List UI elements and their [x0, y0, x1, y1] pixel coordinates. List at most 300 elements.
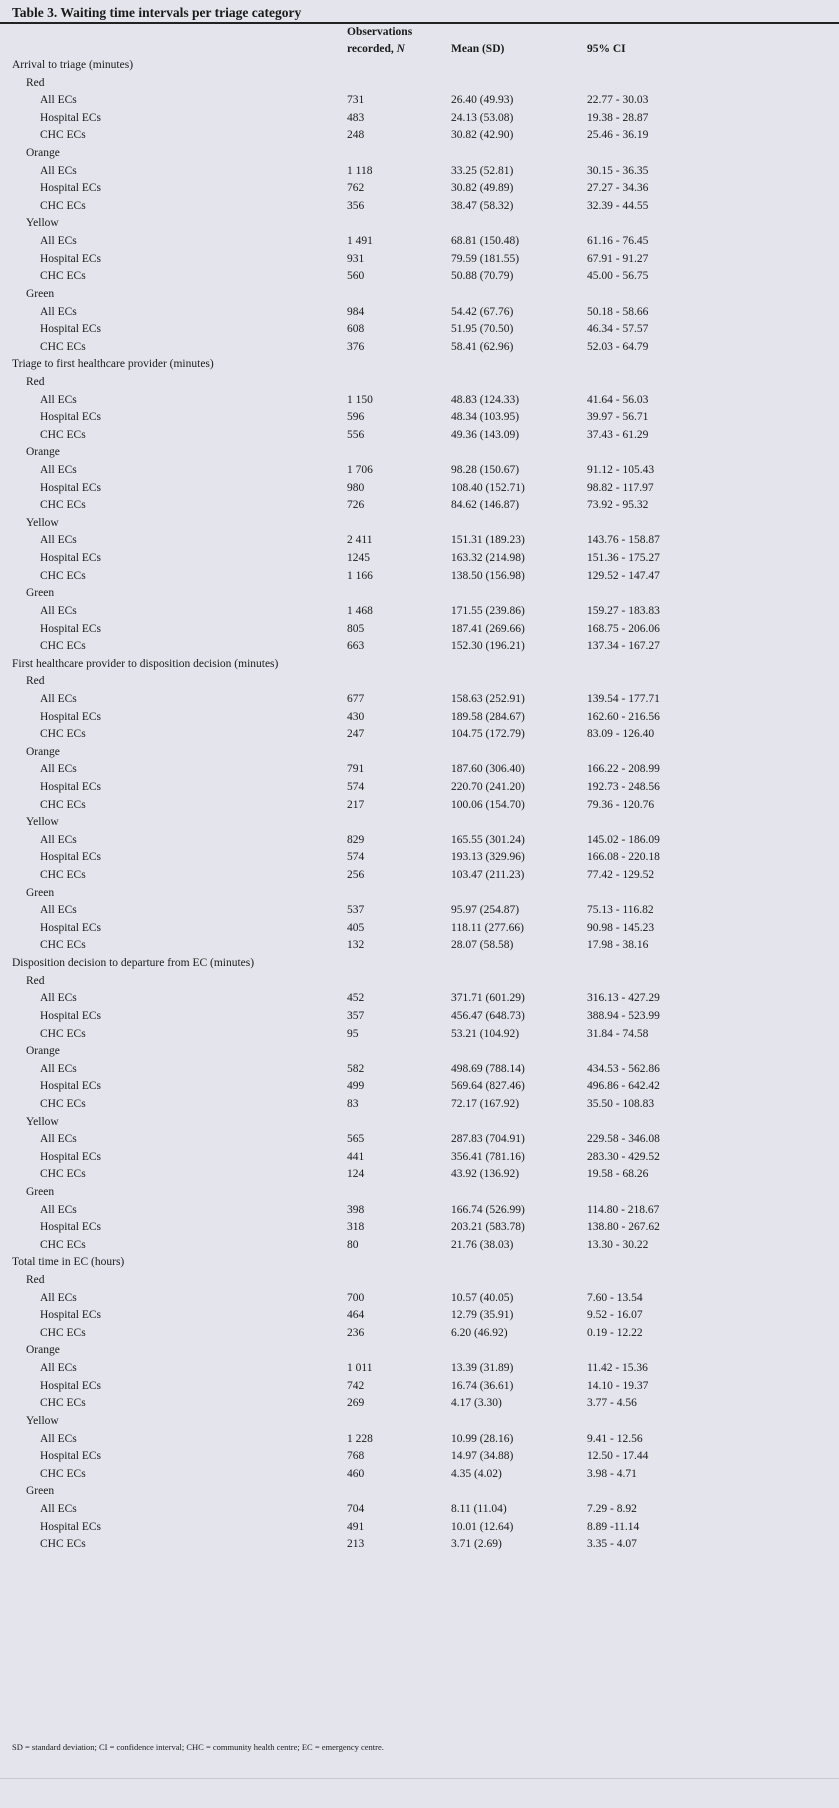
table-row	[0, 1008, 839, 1026]
mean-sd-cell: 4.35 (4.02)	[451, 1467, 502, 1480]
row-label: CHC ECs	[40, 1397, 86, 1410]
row-label: All ECs	[40, 1362, 77, 1375]
table-row	[0, 409, 839, 427]
mean-sd-cell: 6.20 (46.92)	[451, 1326, 508, 1339]
row-label: All ECs	[40, 1291, 77, 1304]
row-label: Hospital ECs	[40, 182, 102, 195]
row-label: Hospital ECs	[40, 252, 102, 265]
triage-category-row	[0, 75, 839, 93]
triage-category-label: Orange	[26, 147, 60, 160]
bottom-rule	[0, 1778, 839, 1779]
triage-category-row	[0, 1413, 839, 1431]
header-mean: Mean (SD)	[451, 43, 505, 55]
triage-category-row	[0, 973, 839, 991]
row-label: All ECs	[40, 1062, 77, 1075]
ci-cell: 77.42 - 129.52	[587, 869, 655, 882]
row-label: Hospital ECs	[40, 921, 102, 934]
mean-sd-cell: 10.01 (12.64)	[451, 1520, 514, 1533]
row-label: CHC ECs	[40, 1538, 86, 1551]
mean-sd-cell: 72.17 (167.92)	[451, 1097, 520, 1110]
ci-cell: 37.43 - 61.29	[587, 428, 649, 441]
observations-cell: 124	[347, 1168, 365, 1181]
row-label: CHC ECs	[40, 728, 86, 741]
table-row	[0, 480, 839, 498]
mean-sd-cell: 203.21 (583.78)	[451, 1221, 525, 1234]
triage-category-label: Red	[26, 375, 45, 388]
ci-cell: 61.16 - 76.45	[587, 235, 649, 248]
triage-category-label: Red	[26, 974, 45, 987]
mean-sd-cell: 95.97 (254.87)	[451, 904, 520, 917]
observations-cell: 980	[347, 481, 365, 494]
ci-cell: 7.29 - 8.92	[587, 1502, 637, 1515]
mean-sd-cell: 51.95 (70.50)	[451, 323, 514, 336]
row-label: Hospital ECs	[40, 111, 102, 124]
mean-sd-cell: 38.47 (58.32)	[451, 199, 514, 212]
row-label: CHC ECs	[40, 640, 86, 653]
table-row	[0, 990, 839, 1008]
observations-cell: 596	[347, 411, 365, 424]
ci-cell: 73.92 - 95.32	[587, 499, 649, 512]
row-label: CHC ECs	[40, 569, 86, 582]
triage-category-row	[0, 1184, 839, 1202]
table-title: Table 3. Waiting time intervals per triage category	[12, 5, 302, 20]
observations-cell: 452	[347, 992, 365, 1005]
row-label: CHC ECs	[40, 1467, 86, 1480]
ci-cell: 9.41 - 12.56	[587, 1432, 643, 1445]
observations-cell: 1 118	[347, 164, 373, 177]
triage-category-label: Green	[26, 587, 55, 600]
observations-cell: 217	[347, 798, 365, 811]
row-label: Hospital ECs	[40, 1450, 102, 1463]
triage-category-row	[0, 444, 839, 462]
observations-cell: 1 011	[347, 1362, 373, 1375]
mean-sd-cell: 13.39 (31.89)	[451, 1362, 514, 1375]
triage-category-row	[0, 286, 839, 304]
table-row	[0, 180, 839, 198]
table-row	[0, 339, 839, 357]
mean-sd-cell: 163.32 (214.98)	[451, 552, 525, 565]
triage-category-row	[0, 1272, 839, 1290]
ci-cell: 159.27 - 183.83	[587, 604, 660, 617]
ci-cell: 90.98 - 145.23	[587, 921, 655, 934]
row-label: Hospital ECs	[40, 1009, 102, 1022]
table-row	[0, 1431, 839, 1449]
observations-cell: 574	[347, 851, 365, 864]
mean-sd-cell: 3.71 (2.69)	[451, 1538, 502, 1551]
row-label: CHC ECs	[40, 1238, 86, 1251]
table-row	[0, 691, 839, 709]
ci-cell: 166.08 - 220.18	[587, 851, 660, 864]
row-label: CHC ECs	[40, 1027, 86, 1040]
observations-cell: 574	[347, 780, 365, 793]
triage-category-row	[0, 145, 839, 163]
table-body	[0, 57, 839, 1554]
triage-category-label: Orange	[26, 446, 60, 459]
row-label: Hospital ECs	[40, 1520, 102, 1533]
observations-cell: 376	[347, 340, 365, 353]
ci-cell: 98.82 - 117.97	[587, 481, 654, 494]
mean-sd-cell: 53.21 (104.92)	[451, 1027, 520, 1040]
triage-category-row	[0, 1114, 839, 1132]
section-label: Total time in EC (hours)	[12, 1256, 125, 1269]
mean-sd-cell: 138.50 (156.98)	[451, 569, 525, 582]
row-label: CHC ECs	[40, 1326, 86, 1339]
ci-cell: 137.34 - 167.27	[587, 640, 660, 653]
observations-cell: 460	[347, 1467, 365, 1480]
ci-cell: 91.12 - 105.43	[587, 464, 655, 477]
mean-sd-cell: 50.88 (70.79)	[451, 270, 514, 283]
table-row	[0, 832, 839, 850]
row-label: Hospital ECs	[40, 1309, 102, 1322]
mean-sd-cell: 10.99 (28.16)	[451, 1432, 514, 1445]
table-row	[0, 603, 839, 621]
mean-sd-cell: 24.13 (53.08)	[451, 111, 514, 124]
row-label: All ECs	[40, 94, 77, 107]
mean-sd-cell: 58.41 (62.96)	[451, 340, 514, 353]
table-row	[0, 92, 839, 110]
row-label: All ECs	[40, 164, 77, 177]
mean-sd-cell: 49.36 (143.09)	[451, 428, 520, 441]
mean-sd-cell: 43.92 (136.92)	[451, 1168, 520, 1181]
mean-sd-cell: 4.17 (3.30)	[451, 1397, 502, 1410]
table-row	[0, 709, 839, 727]
mean-sd-cell: 84.62 (146.87)	[451, 499, 520, 512]
observations-cell: 464	[347, 1309, 365, 1322]
table-row	[0, 1448, 839, 1466]
table-row	[0, 920, 839, 938]
mean-sd-cell: 26.40 (49.93)	[451, 94, 514, 107]
table-row	[0, 1237, 839, 1255]
mean-sd-cell: 569.64 (827.46)	[451, 1080, 525, 1093]
ci-cell: 39.97 - 56.71	[587, 411, 649, 424]
table-row	[0, 1166, 839, 1184]
observations-cell: 1 491	[347, 235, 373, 248]
mean-sd-cell: 21.76 (38.03)	[451, 1238, 514, 1251]
triage-category-row	[0, 1043, 839, 1061]
triage-category-row	[0, 215, 839, 233]
triage-category-row	[0, 1342, 839, 1360]
table-row	[0, 1378, 839, 1396]
row-label: CHC ECs	[40, 340, 86, 353]
observations-cell: 247	[347, 728, 365, 741]
footnote: SD = standard deviation; CI = confidence interval; CHC = community health centre; EC = emergency centre.	[12, 1742, 384, 1752]
ci-cell: 11.42 - 15.36	[587, 1362, 648, 1375]
table-row	[0, 761, 839, 779]
observations-cell: 1 468	[347, 604, 373, 617]
observations-cell: 95	[347, 1027, 359, 1040]
mean-sd-cell: 193.13 (329.96)	[451, 851, 525, 864]
row-label: All ECs	[40, 1203, 77, 1216]
observations-cell: 80	[347, 1238, 359, 1251]
mean-sd-cell: 10.57 (40.05)	[451, 1291, 514, 1304]
observations-cell: 2 411	[347, 534, 373, 547]
table-row	[0, 1395, 839, 1413]
observations-cell: 83	[347, 1097, 359, 1110]
table-row	[0, 1131, 839, 1149]
ci-cell: 168.75 - 206.06	[587, 622, 660, 635]
mean-sd-cell: 189.58 (284.67)	[451, 710, 525, 723]
row-label: Hospital ECs	[40, 1379, 102, 1392]
observations-cell: 931	[347, 252, 365, 265]
ci-cell: 31.84 - 74.58	[587, 1027, 649, 1040]
observations-cell: 132	[347, 939, 365, 952]
row-label: All ECs	[40, 534, 77, 547]
triage-category-label: Green	[26, 1485, 55, 1498]
triage-category-label: Yellow	[26, 1115, 59, 1128]
ci-cell: 19.58 - 68.26	[587, 1168, 649, 1181]
row-label: Hospital ECs	[40, 1080, 102, 1093]
observations-cell: 663	[347, 640, 365, 653]
table-row	[0, 726, 839, 744]
observations-cell: 608	[347, 323, 365, 336]
ci-cell: 13.30 - 30.22	[587, 1238, 649, 1251]
mean-sd-cell: 220.70 (241.20)	[451, 780, 525, 793]
ci-cell: 22.77 - 30.03	[587, 94, 649, 107]
ci-cell: 19.38 - 28.87	[587, 111, 649, 124]
section-row	[0, 1254, 839, 1272]
ci-cell: 12.50 - 17.44	[587, 1450, 649, 1463]
triage-category-label: Red	[26, 675, 45, 688]
row-label: All ECs	[40, 763, 77, 776]
row-label: All ECs	[40, 1502, 77, 1515]
observations-cell: 491	[347, 1520, 365, 1533]
mean-sd-cell: 187.60 (306.40)	[451, 763, 525, 776]
row-label: Hospital ECs	[40, 710, 102, 723]
table-row	[0, 1149, 839, 1167]
table-row	[0, 304, 839, 322]
observations-cell: 560	[347, 270, 365, 283]
table-row	[0, 638, 839, 656]
mean-sd-cell: 118.11 (277.66)	[451, 921, 524, 934]
header-ci: 95% CI	[587, 43, 626, 55]
ci-cell: 3.35 - 4.07	[587, 1538, 637, 1551]
observations-cell: 269	[347, 1397, 365, 1410]
table-row	[0, 321, 839, 339]
ci-cell: 388.94 - 523.99	[587, 1009, 660, 1022]
mean-sd-cell: 98.28 (150.67)	[451, 464, 520, 477]
table-row	[0, 797, 839, 815]
observations-cell: 762	[347, 182, 365, 195]
row-label: All ECs	[40, 692, 77, 705]
observations-cell: 1 166	[347, 569, 373, 582]
table-row	[0, 1061, 839, 1079]
row-label: CHC ECs	[40, 869, 86, 882]
ci-cell: 143.76 - 158.87	[587, 534, 660, 547]
mean-sd-cell: 498.69 (788.14)	[451, 1062, 525, 1075]
section-label: Arrival to triage (minutes)	[12, 59, 134, 71]
triage-category-row	[0, 374, 839, 392]
table-row	[0, 1219, 839, 1237]
observations-cell: 398	[347, 1203, 365, 1216]
ci-cell: 192.73 - 248.56	[587, 780, 660, 793]
section-label: First healthcare provider to disposition decision (minutes)	[12, 657, 279, 670]
mean-sd-cell: 371.71 (601.29)	[451, 992, 525, 1005]
row-label: Hospital ECs	[40, 411, 102, 424]
row-label: CHC ECs	[40, 129, 86, 142]
ci-cell: 229.58 - 346.08	[587, 1133, 660, 1146]
mean-sd-cell: 456.47 (648.73)	[451, 1009, 525, 1022]
ci-cell: 32.39 - 44.55	[587, 199, 649, 212]
observations-cell: 357	[347, 1009, 365, 1022]
observations-cell: 499	[347, 1080, 365, 1093]
table-row	[0, 1307, 839, 1325]
row-label: All ECs	[40, 604, 77, 617]
row-label: All ECs	[40, 992, 77, 1005]
table-row	[0, 779, 839, 797]
observations-cell: 1 228	[347, 1432, 373, 1445]
section-row	[0, 955, 839, 973]
table-row	[0, 1466, 839, 1484]
row-label: CHC ECs	[40, 1097, 86, 1110]
table-row	[0, 1325, 839, 1343]
row-label: CHC ECs	[40, 1168, 86, 1181]
mean-sd-cell: 104.75 (172.79)	[451, 728, 525, 741]
mean-sd-cell: 356.41 (781.16)	[451, 1150, 525, 1163]
ci-cell: 35.50 - 108.83	[587, 1097, 655, 1110]
row-label: CHC ECs	[40, 199, 86, 212]
section-label: Triage to first healthcare provider (minutes)	[12, 358, 214, 371]
triage-category-row	[0, 744, 839, 762]
ci-cell: 50.18 - 58.66	[587, 305, 649, 318]
observations-cell: 405	[347, 921, 365, 934]
row-label: Hospital ECs	[40, 481, 102, 494]
table-row	[0, 1360, 839, 1378]
table-row	[0, 233, 839, 251]
triage-category-label: Yellow	[26, 516, 59, 529]
observations-cell: 441	[347, 1150, 365, 1163]
observations-cell: 318	[347, 1221, 365, 1234]
row-label: CHC ECs	[40, 499, 86, 512]
mean-sd-cell: 14.97 (34.88)	[451, 1450, 514, 1463]
table-row	[0, 1026, 839, 1044]
ci-cell: 3.77 - 4.56	[587, 1397, 637, 1410]
table-row	[0, 1519, 839, 1537]
ci-cell: 67.91 - 91.27	[587, 252, 649, 265]
mean-sd-cell: 28.07 (58.58)	[451, 939, 514, 952]
ci-cell: 46.34 - 57.57	[587, 323, 649, 336]
table-row	[0, 568, 839, 586]
table-row	[0, 1501, 839, 1519]
observations-cell: 731	[347, 94, 365, 107]
table-row	[0, 198, 839, 216]
ci-cell: 45.00 - 56.75	[587, 270, 649, 283]
triage-category-row	[0, 814, 839, 832]
ci-cell: 145.02 - 186.09	[587, 833, 660, 846]
row-label: All ECs	[40, 393, 77, 406]
table-row	[0, 163, 839, 181]
table-row	[0, 251, 839, 269]
row-label: Hospital ECs	[40, 323, 102, 336]
triage-category-label: Orange	[26, 1344, 60, 1357]
ci-cell: 139.54 - 177.71	[587, 692, 660, 705]
mean-sd-cell: 103.47 (211.23)	[451, 869, 525, 882]
observations-cell: 537	[347, 904, 365, 917]
mean-sd-cell: 48.83 (124.33)	[451, 393, 520, 406]
observations-cell: 248	[347, 129, 365, 142]
table-row	[0, 550, 839, 568]
row-label: All ECs	[40, 904, 77, 917]
observations-cell: 805	[347, 622, 365, 635]
mean-sd-cell: 8.11 (11.04)	[451, 1502, 507, 1515]
ci-cell: 79.36 - 120.76	[587, 798, 655, 811]
observations-cell: 1245	[347, 552, 370, 565]
row-label: All ECs	[40, 305, 77, 318]
table-row	[0, 1536, 839, 1554]
row-label: Hospital ECs	[40, 622, 102, 635]
mean-sd-cell: 108.40 (152.71)	[451, 481, 525, 494]
row-label: All ECs	[40, 464, 77, 477]
mean-sd-cell: 166.74 (526.99)	[451, 1203, 525, 1216]
mean-sd-cell: 54.42 (67.76)	[451, 305, 514, 318]
header-n-line2	[347, 43, 405, 55]
mean-sd-cell: 16.74 (36.61)	[451, 1379, 514, 1392]
triage-category-label: Green	[26, 287, 55, 300]
table-row	[0, 937, 839, 955]
mean-sd-cell: 30.82 (42.90)	[451, 129, 514, 142]
mean-sd-cell: 187.41 (269.66)	[451, 622, 525, 635]
table-row	[0, 427, 839, 445]
table-row	[0, 462, 839, 480]
table-row	[0, 392, 839, 410]
ci-cell: 17.98 - 38.16	[587, 939, 649, 952]
ci-cell: 434.53 - 562.86	[587, 1062, 660, 1075]
mean-sd-cell: 48.34 (103.95)	[451, 411, 520, 424]
row-label: Hospital ECs	[40, 552, 102, 565]
table-row	[0, 902, 839, 920]
mean-sd-cell: 151.31 (189.23)	[451, 534, 525, 547]
observations-cell: 236	[347, 1326, 365, 1339]
mean-sd-cell: 68.81 (150.48)	[451, 235, 520, 248]
ci-cell: 30.15 - 36.35	[587, 164, 649, 177]
triage-category-label: Yellow	[26, 1414, 59, 1427]
triage-category-label: Yellow	[26, 217, 59, 230]
row-label: Hospital ECs	[40, 1150, 102, 1163]
ci-cell: 25.46 - 36.19	[587, 129, 649, 142]
observations-cell: 430	[347, 710, 365, 723]
header-n-text: recorded,	[347, 43, 397, 55]
observations-cell: 556	[347, 428, 365, 441]
ci-cell: 9.52 - 16.07	[587, 1309, 643, 1322]
triage-category-label: Green	[26, 1186, 55, 1198]
ci-cell: 7.60 - 13.54	[587, 1291, 643, 1304]
triage-category-label: Green	[26, 886, 55, 899]
ci-cell: 83.09 - 126.40	[587, 728, 655, 741]
table-row	[0, 497, 839, 515]
row-label: CHC ECs	[40, 939, 86, 952]
triage-category-label: Red	[26, 76, 45, 89]
mean-sd-cell: 152.30 (196.21)	[451, 640, 525, 653]
observations-cell: 791	[347, 763, 365, 776]
observations-cell: 704	[347, 1502, 365, 1515]
table-row	[0, 1202, 839, 1220]
table-row	[0, 849, 839, 867]
mean-sd-cell: 30.82 (49.89)	[451, 182, 514, 195]
observations-cell: 356	[347, 199, 365, 212]
ci-cell: 166.22 - 208.99	[587, 763, 660, 776]
observations-cell: 565	[347, 1133, 365, 1146]
ci-cell: 162.60 - 216.56	[587, 710, 660, 723]
triage-category-row	[0, 585, 839, 603]
mean-sd-cell: 33.25 (52.81)	[451, 164, 514, 177]
row-label: Hospital ECs	[40, 780, 102, 793]
mean-sd-cell: 287.83 (704.91)	[451, 1133, 525, 1146]
mean-sd-cell: 158.63 (252.91)	[451, 692, 525, 705]
observations-cell: 256	[347, 869, 365, 882]
header-n-italic: N	[396, 43, 405, 55]
row-label: CHC ECs	[40, 428, 86, 441]
observations-cell: 677	[347, 692, 365, 705]
ci-cell: 316.13 - 427.29	[587, 992, 660, 1005]
